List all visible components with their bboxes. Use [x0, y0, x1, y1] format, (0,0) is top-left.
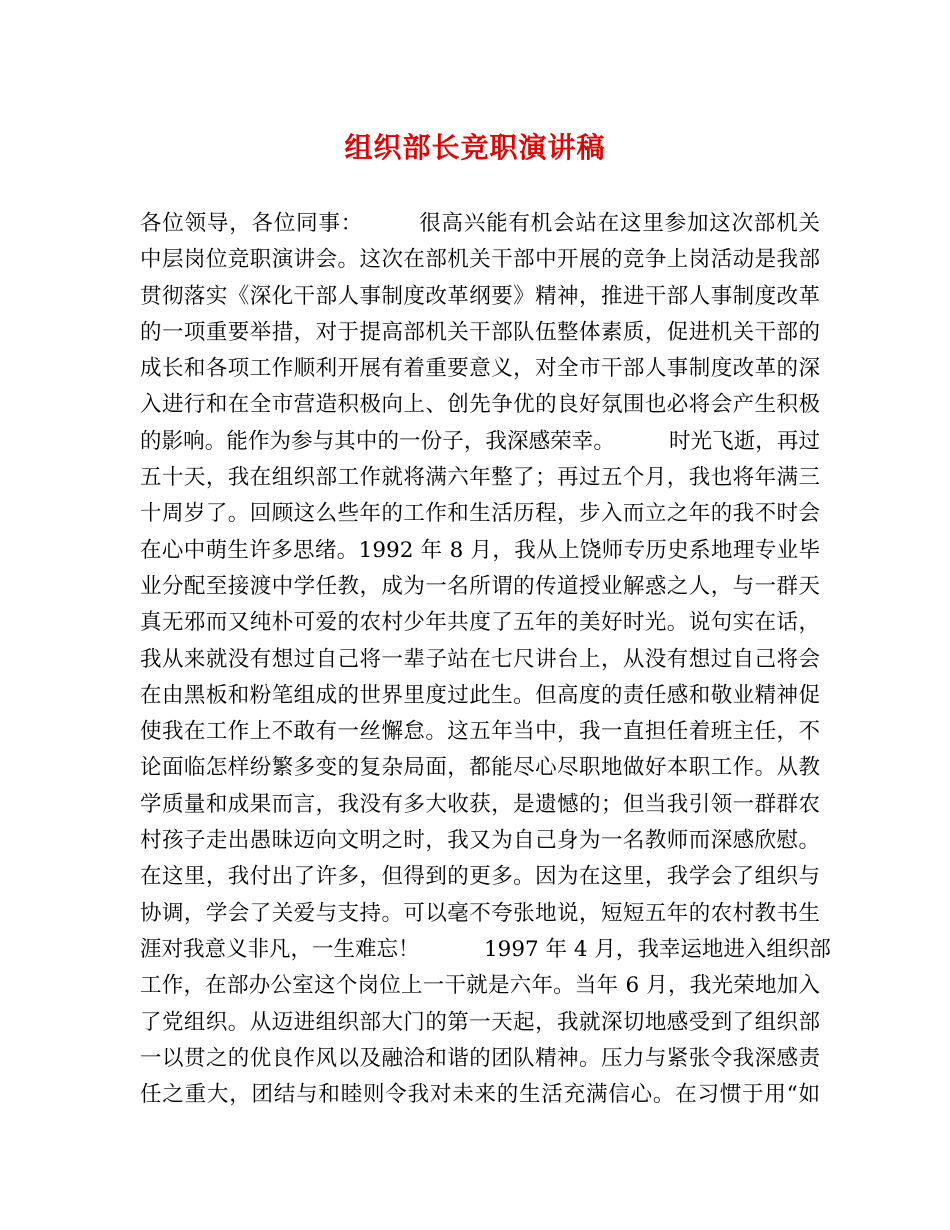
body-line: 学质量和成果而言，我没有多大收获，是遗憾的；但当我引领一群群农	[140, 791, 820, 817]
document-body	[140, 206, 831, 1113]
body-line: 我从来就没有想过自己将一辈子站在七尺讲台上，从没有想过自己将会	[140, 646, 820, 672]
body-line: 在心中萌生许多思绪。1992 年 8 月，我从上饶师专历史系地理专业毕	[140, 537, 820, 563]
document-title: 组织部长竞职演讲稿	[344, 131, 606, 164]
body-line: 成长和各项工作顺利开展有着重要意义，对全市干部人事制度改革的深	[140, 356, 820, 382]
body-line: 使我在工作上不敢有一丝懈怠。这五年当中，我一直担任着班主任，不	[140, 719, 820, 745]
body-line: 的影响。能作为参与其中的一份子，我深感荣幸。 时光飞逝，再过	[140, 428, 820, 454]
body-line: 真无邪而又纯朴可爱的农村少年共度了五年的美好时光。说句实在话，	[140, 610, 820, 636]
body-line: 业分配至接渡中学任教，成为一名所谓的传道授业解惑之人，与一群天	[140, 573, 820, 599]
body-line: 任之重大，团结与和睦则令我对未来的生活充满信心。在习惯于用“如	[140, 1082, 820, 1108]
body-line: 贯彻落实《深化干部人事制度改革纲要》精神，推进干部人事制度改革	[140, 283, 820, 309]
body-line: 十周岁了。回顾这么些年的工作和生活历程，步入而立之年的我不时会	[140, 501, 820, 527]
body-line: 在这里，我付出了许多，但得到的更多。因为在这里，我学会了组织与	[140, 864, 820, 890]
body-line: 协调，学会了关爱与支持。可以毫不夸张地说，短短五年的农村教书生	[140, 900, 820, 926]
body-line: 中层岗位竞职演讲会。这次在部机关干部中开展的竞争上岗活动是我部	[140, 247, 820, 273]
body-line: 涯对我意义非凡，一生难忘！ 1997 年 4 月，我幸运地进入组织部	[140, 936, 831, 962]
body-line: 各位领导，各位同事： 很高兴能有机会站在这里参加这次部机关	[140, 211, 820, 236]
body-line: 村孩子走出愚昧迈向文明之时，我又为自己身为一名教师而深感欣慰。	[140, 828, 820, 854]
body-line: 入进行和在全市营造积极向上、创先争优的良好氛围也必将会产生积极	[140, 392, 820, 418]
body-line: 了党组织。从迈进组织部大门的第一天起，我就深切地感受到了组织部	[140, 1009, 820, 1035]
body-line: 工作，在部办公室这个岗位上一干就是六年。当年 6 月，我光荣地加入	[140, 973, 820, 999]
body-line: 的一项重要举措，对于提高部机关干部队伍整体素质，促进机关干部的	[140, 319, 820, 345]
body-line: 一以贯之的优良作风以及融洽和谐的团队精神。压力与紧张令我深感责	[140, 1045, 820, 1071]
body-line: 论面临怎样纷繁多变的复杂局面，都能尽心尽职地做好本职工作。从教	[140, 755, 820, 781]
body-line: 五十天，我在组织部工作就将满六年整了；再过五个月，我也将年满三	[140, 465, 820, 491]
body-line: 在由黑板和粉笔组成的世界里度过此生。但高度的责任感和敬业精神促	[140, 682, 820, 708]
